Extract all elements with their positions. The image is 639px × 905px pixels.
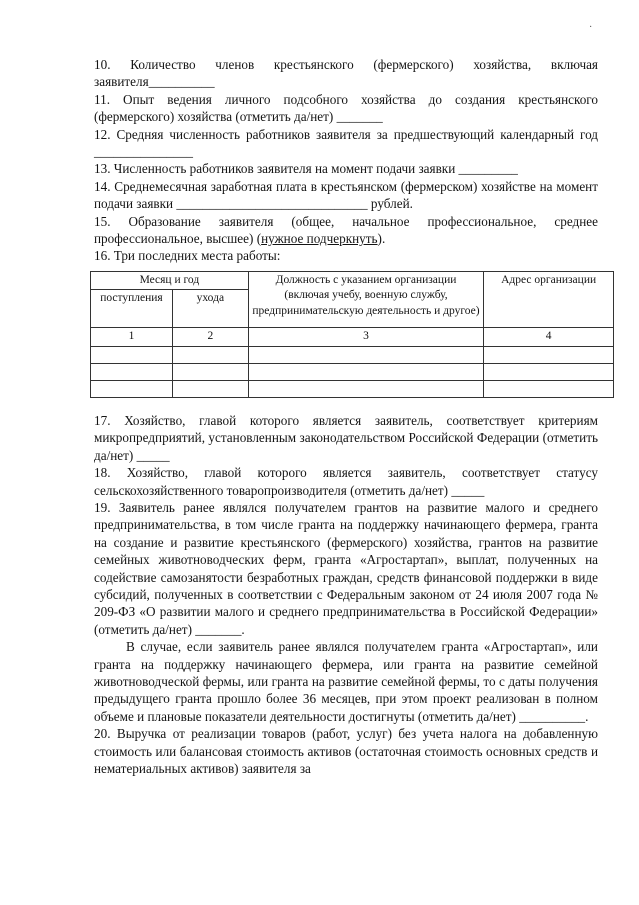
table-cell[interactable]: [484, 363, 614, 380]
header-end: ухода: [172, 290, 248, 328]
item-13: 13. Численность работников заявителя на момент подачи заявки _________: [94, 161, 518, 177]
table-cell[interactable]: [172, 363, 248, 380]
item-19-continuation: В случае, если заявитель ранее являлся получателем гранта «Агростартап», или гранта на поддержку начинающего фермера, или гранта на развитие семейной животноводческой фермы, или гранта на развитие семейной фермы, то с даты получения предыдущего гранта прошло более 36 месяцев, при этом проект реализован в полном объеме и плановые показатели деятельности достигнуты (отметить да/нет) __________.: [94, 639, 598, 724]
col-number-1: 1: [91, 328, 173, 347]
table-cell[interactable]: [91, 363, 173, 380]
table-cell[interactable]: [484, 346, 614, 363]
table-row: [91, 380, 614, 397]
form-content: [94, 56, 598, 777]
table-row: [91, 346, 614, 363]
table-row: [91, 363, 614, 380]
item-18: 18. Хозяйство, главой которого является заявитель, соответствует статусу сельскохозяйственного товаропроизводителя (отметить да/нет) _____: [94, 465, 598, 498]
corner-mark: ·: [589, 22, 593, 33]
item-15-text: 15. Образование заявителя (общее, начальное профессиональное, среднее профессиональное, высшее) (: [94, 213, 598, 247]
header-month-year: Месяц и год: [91, 271, 249, 290]
item-10: 10. Количество членов крестьянского (фермерского) хозяйства, включая заявителя__________: [94, 57, 598, 90]
item-16: 16. Три последних места работы:: [94, 248, 281, 264]
item-19: 19. Заявитель ранее являлся получателем грантов на развитие малого и среднего предпринимательства, в том числе гранта на поддержку начинающего фермера, гранта на создание и развитие крестьянского (фермерского) хозяйства, грантов на развитие семейных животноводческих ферм, гранта «Агростартап», выплат, полученных на содействие самозанятости безработных граждан, средств финансовой поддержки в виде субсидий, полученных в соответствии с Федеральным законом от 24 июля 2007 года № 209-ФЗ «О развитии малого и среднего предпринимательства в Российской Федерации» (отметить да/нет) _______.: [94, 499, 598, 637]
item-20: 20. Выручка от реализации товаров (работ, услуг) без учета налога на добавленную стоимость или балансовая стоимость активов (остаточная стоимость основных средств и нематериальных активов) заявителя за: [94, 726, 598, 776]
table-cell[interactable]: [91, 380, 173, 397]
table-cell[interactable]: [248, 363, 483, 380]
item-15-underlined: нужное подчеркнуть: [261, 231, 378, 247]
table-cell[interactable]: [484, 380, 614, 397]
header-start: поступления: [91, 290, 173, 328]
item-15: [94, 213, 598, 248]
header-address: Адрес организации: [484, 271, 614, 328]
item-12: 12. Средняя численность работников заявителя за предшествующий календарный год _______________: [94, 126, 598, 160]
table-cell[interactable]: [172, 380, 248, 397]
item-15-end: ).: [377, 231, 386, 247]
item-11: 11. Опыт ведения личного подсобного хозяйства до создания крестьянского (фермерского) хозяйства (отметить да/нет) _______: [94, 91, 598, 125]
table-cell[interactable]: [91, 346, 173, 363]
jobs-table: [90, 271, 614, 398]
col-number-2: 2: [172, 328, 248, 347]
table-cell[interactable]: [172, 346, 248, 363]
item-14: 14. Среднемесячная заработная плата в крестьянском (фермерском) хозяйстве на момент подачи заявки _____________________________ рублей.: [94, 178, 598, 212]
jobs-table-wrap: [94, 271, 598, 398]
col-number-3: 3: [248, 328, 483, 347]
table-cell[interactable]: [248, 346, 483, 363]
item-17: 17. Хозяйство, главой которого является заявитель, соответствует критериям микропредприятий, установленным законодательством Российской Федерации (отметить да/нет) _____: [94, 412, 598, 463]
col-number-4: 4: [484, 328, 614, 347]
header-position: Должность с указанием организации (включая учебу, военную службу, предпринимательскую деятельность и другое): [248, 271, 483, 328]
table-cell[interactable]: [248, 380, 483, 397]
